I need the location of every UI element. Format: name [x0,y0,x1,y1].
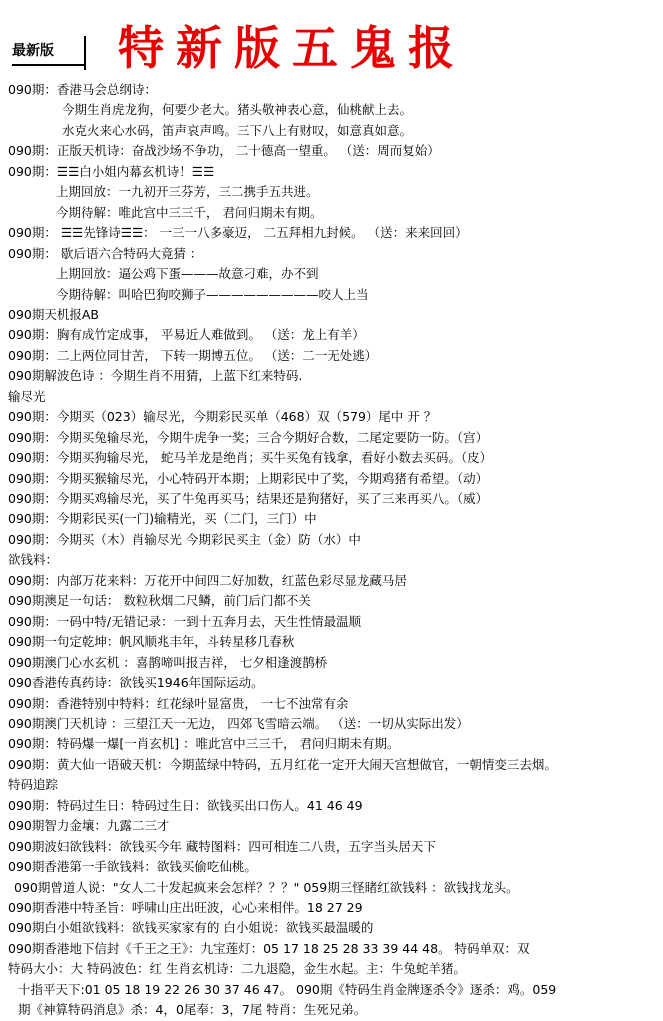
text-line: 090期：特码爆一爆[一肖玄机] ：唯此宫中三三千， 君问归期未有期。 [8,736,400,751]
text-line: 090期香港中特圣旨：呼啸山庄出旺波，心心来相伴。18 27 29 [8,900,363,915]
text-line: 090期：二上两位同甘苦， 下转一期博五位。 （送：二一无处逃） [8,348,378,363]
text-line: 090期：内部万花来料：万花开中间四二好加数，红蓝色彩尽显龙藏马居 [8,573,407,588]
text-line: 090期：香港马会总纲诗： [8,82,157,97]
text-line: 特码追踪 [8,777,59,792]
text-line: 090期解波色诗 ：今期生肖不用猜，上蓝下红来特码. [8,368,303,383]
header [0,0,663,78]
text-line: 今期待解：叫哈巴狗咬狮子—————————咬人上当 [56,287,369,302]
text-line: 期《神算特码消息》杀：4，0尾奉：3，7尾 特肖：生死兄弟。 [18,1002,367,1017]
badge-underline [12,64,84,66]
text-line: 090期：黄大仙一语破天机：今期蓝绿中特码，五月红花一定开大闹天宫想做官，一朝情变三去烟。 [8,757,557,772]
text-line: 090期：今期买猴输尽光，小心特码开本期；上期彩民中了奖，今期鸡猪有希望。（动） [8,471,489,486]
text-line: 090期香港第一手欲钱料：欲钱买偷吃仙桃。 [8,859,257,874]
text-line: 上期回放：一九初开三芬芳，三二携手五共进。 [56,184,319,199]
text-line: 090期天机报AB [8,307,99,322]
page-title: 特新版五鬼报 [118,21,466,75]
text-line: 090期澳门心水玄机 ：喜鹊啼叫报吉祥， 七夕相逢渡鹊桥 [8,655,328,670]
text-line: 090期香港地下信封《千王之王》：九宝莲灯：05 17 18 25 28 33 39 44 48。 特码单双：双 [8,941,530,956]
text-line: 090期波妇欲钱料：欲钱买今年 藏特图料：四可相连二八贵，五字当头居天下 [8,839,436,854]
text-line: 090期：香港特别中特料：红花绿叶显富贵， 一七不浊常有余 [8,696,349,711]
text-line: 090期澳门天机诗 ：三望江天一无边， 四郊飞雪暗云端。 （送：一切从实际出发） [8,716,469,731]
text-line: 090期：今期买兔输尽光，今期牛虎争一奖；三合今期好合数，二尾定要防一防。（宫） [8,430,489,445]
text-line: 输尽光 [8,389,46,404]
text-line: 十指平天下:01 05 18 19 22 26 30 37 46 47。 090期《特码生肖金牌逐杀令》逐杀：鸡。059 [18,982,557,997]
text-line: 090期： 歇后语六合特码大竟猜 ： [8,246,203,261]
edition-badge: 最新版 [12,43,54,59]
text-line: 090期：正版天机诗：奋战沙场不争功， 二十德高一望重。 （送：周而复始） [8,143,440,158]
text-line: 090期：今期买（木）肖输尽光 今期彩民买主（金）防（水）中 [8,532,361,547]
text-line: 090香港传真药诗：欲钱买1946年国际运动。 [8,675,264,690]
text-line: 090期：今期买鸡输尽光，买了牛兔再买马；结果还是狗猪好，买了三来再买八。（威） [8,491,489,506]
text-line: 090期：今期买（023）输尽光，今期彩民买单（468）双（579）尾中 开 ？ [8,409,437,424]
text-line: 090期智力金壤：九露二三才 [8,818,170,833]
text-line: 090期： ☰☰先锋诗☰☰： 一三一八多豪迈， 二五拜相九封候。 （送：来来回回） [8,225,468,240]
text-line: 090期白小姐欲钱料：欲钱买家家有的 白小姐说：欲钱买最温暖的 [8,920,374,935]
text-line: 今期生肖虎龙狗，何要少老大。猪头敬神表心意，仙桃献上去。 [62,102,413,117]
text-line: 090期澳足一句话： 数粒秋烟二尺鳞，前门后门都不关 [8,593,311,608]
text-line: 090期：今期买狗输尽光， 蛇马羊龙是绝肖；买牛买兔有钱拿，看好小数去买码。（皮） [8,450,493,465]
text-line: 欲钱料： [8,552,59,567]
text-line: 水克火来心水码，笛声哀声鸣。三下八上有财叹，如意真如意。 [62,123,413,138]
text-line: 090期：☰☰白小姐内幕玄机诗！☰☰ [8,164,215,179]
text-line: 特码大小：大 特码波色：红 生肖玄机诗：二九退隐，金生水起。主：牛兔蛇羊猪。 [8,961,466,976]
text-line: 090期：特码过生日：特码过生日：欲钱买出口伤人。41 46 49 [8,798,363,813]
badge-divider [84,36,86,70]
text-line: 090期：今期彩民买(一门)输精光，买（二门，三门）中 [8,511,317,526]
text-line: 090期曾道人说："女人二十发起疯来会怎样？？？" 059期三怪睹红欲钱料 ：欲钱找龙头。 [14,880,519,895]
text-line: 090期：胸有成竹定成事， 平易近人难做到。 （送：龙上有羊） [8,327,365,342]
text-line: 今期待解：唯此宫中三三千， 君问归期未有期。 [56,205,323,220]
text-line: 090期：一码中特/无错记录：一到十五奔月去，天生性情最温顺 [8,614,362,629]
text-line: 上期回放：逼公鸡下蛋———故意刁难，办不到 [56,266,319,281]
text-line: 090期一句定乾坤：帆风顺兆丰年，斗转星移几春秋 [8,634,295,649]
